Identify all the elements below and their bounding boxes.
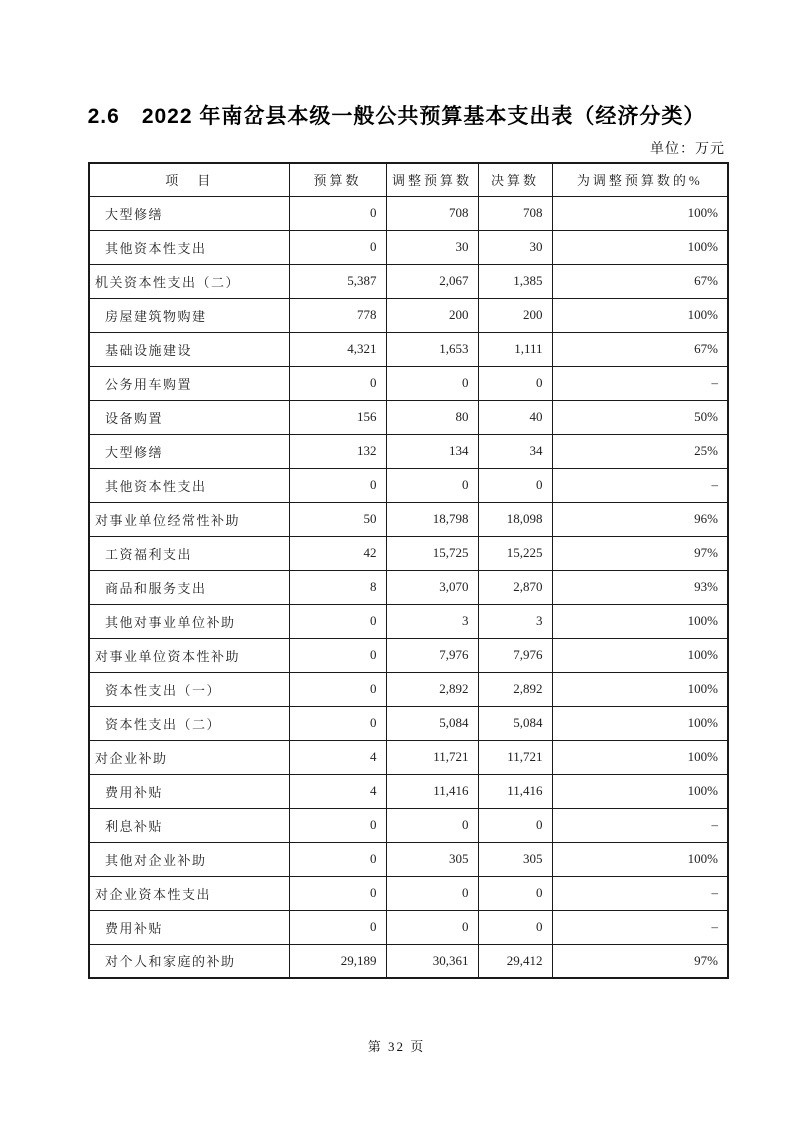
adjusted-budget-cell: 11,416 bbox=[386, 774, 478, 808]
item-name-cell: 大型修缮 bbox=[89, 434, 289, 468]
adjusted-budget-cell: 0 bbox=[386, 910, 478, 944]
table-row bbox=[89, 332, 728, 366]
adjusted-budget-cell: 2,067 bbox=[386, 264, 478, 298]
budget-cell: 8 bbox=[289, 570, 386, 604]
table-row bbox=[89, 570, 728, 604]
final-accounts-cell: 2,870 bbox=[478, 570, 552, 604]
final-accounts-cell: 0 bbox=[478, 468, 552, 502]
item-name-cell: 其他对企业补助 bbox=[89, 842, 289, 876]
final-accounts-cell: 40 bbox=[478, 400, 552, 434]
page-title: 2.6 2022 年南岔县本级一般公共预算基本支出表（经济分类） bbox=[87, 105, 706, 128]
adjusted-budget-cell: 11,721 bbox=[386, 740, 478, 774]
table-row bbox=[89, 672, 728, 706]
item-name-cell: 其他资本性支出 bbox=[89, 230, 289, 264]
adjusted-budget-cell: 80 bbox=[386, 400, 478, 434]
adjusted-budget-cell: 18,798 bbox=[386, 502, 478, 536]
header-pct-of-adjusted: 为调整预算数的% bbox=[552, 163, 728, 196]
item-name-cell: 基础设施建设 bbox=[89, 332, 289, 366]
budget-cell: 0 bbox=[289, 366, 386, 400]
item-name-cell: 对事业单位经常性补助 bbox=[89, 502, 289, 536]
table-row bbox=[89, 434, 728, 468]
item-name-cell: 其他资本性支出 bbox=[89, 468, 289, 502]
table-row bbox=[89, 604, 728, 638]
budget-cell: 0 bbox=[289, 230, 386, 264]
adjusted-budget-cell: 0 bbox=[386, 876, 478, 910]
item-name-cell: 设备购置 bbox=[89, 400, 289, 434]
final-accounts-cell: 0 bbox=[478, 808, 552, 842]
table-row bbox=[89, 706, 728, 740]
final-accounts-cell: 0 bbox=[478, 366, 552, 400]
pct-cell: 96% bbox=[552, 502, 728, 536]
adjusted-budget-cell: 0 bbox=[386, 366, 478, 400]
budget-cell: 0 bbox=[289, 808, 386, 842]
pct-cell: – bbox=[552, 468, 728, 502]
budget-cell: 778 bbox=[289, 298, 386, 332]
final-accounts-cell: 15,225 bbox=[478, 536, 552, 570]
item-name-cell: 费用补贴 bbox=[89, 910, 289, 944]
table-row bbox=[89, 196, 728, 230]
pct-cell: – bbox=[552, 808, 728, 842]
header-final-accounts: 决算数 bbox=[478, 163, 552, 196]
table-area bbox=[88, 138, 727, 979]
table-row bbox=[89, 944, 728, 978]
final-accounts-cell: 2,892 bbox=[478, 672, 552, 706]
table-row bbox=[89, 502, 728, 536]
item-name-cell: 对事业单位资本性补助 bbox=[89, 638, 289, 672]
item-name-cell: 利息补贴 bbox=[89, 808, 289, 842]
pct-cell: 67% bbox=[552, 264, 728, 298]
item-name-cell: 对企业补助 bbox=[89, 740, 289, 774]
pct-cell: – bbox=[552, 366, 728, 400]
adjusted-budget-cell: 134 bbox=[386, 434, 478, 468]
item-name-cell: 资本性支出（一） bbox=[89, 672, 289, 706]
final-accounts-cell: 29,412 bbox=[478, 944, 552, 978]
budget-cell: 0 bbox=[289, 604, 386, 638]
adjusted-budget-cell: 30 bbox=[386, 230, 478, 264]
item-name-cell: 大型修缮 bbox=[89, 196, 289, 230]
table-row bbox=[89, 536, 728, 570]
final-accounts-cell: 708 bbox=[478, 196, 552, 230]
adjusted-budget-cell: 1,653 bbox=[386, 332, 478, 366]
budget-cell: 29,189 bbox=[289, 944, 386, 978]
budget-table bbox=[88, 162, 729, 979]
adjusted-budget-cell: 305 bbox=[386, 842, 478, 876]
table-row bbox=[89, 876, 728, 910]
table-row bbox=[89, 298, 728, 332]
item-name-cell: 对个人和家庭的补助 bbox=[89, 944, 289, 978]
header-adjusted-budget: 调整预算数 bbox=[386, 163, 478, 196]
adjusted-budget-cell: 3 bbox=[386, 604, 478, 638]
table-row bbox=[89, 808, 728, 842]
pct-cell: – bbox=[552, 910, 728, 944]
item-name-cell: 房屋建筑物购建 bbox=[89, 298, 289, 332]
budget-cell: 5,387 bbox=[289, 264, 386, 298]
item-name-cell: 资本性支出（二） bbox=[89, 706, 289, 740]
budget-cell: 4 bbox=[289, 740, 386, 774]
table-row bbox=[89, 910, 728, 944]
item-name-cell: 机关资本性支出（二） bbox=[89, 264, 289, 298]
adjusted-budget-cell: 5,084 bbox=[386, 706, 478, 740]
table-body bbox=[89, 196, 728, 978]
budget-cell: 0 bbox=[289, 672, 386, 706]
pct-cell: 100% bbox=[552, 740, 728, 774]
budget-cell: 0 bbox=[289, 706, 386, 740]
budget-cell: 156 bbox=[289, 400, 386, 434]
budget-cell: 0 bbox=[289, 196, 386, 230]
final-accounts-cell: 0 bbox=[478, 876, 552, 910]
budget-cell: 0 bbox=[289, 910, 386, 944]
budget-cell: 4 bbox=[289, 774, 386, 808]
table-row bbox=[89, 740, 728, 774]
table-row bbox=[89, 638, 728, 672]
budget-cell: 0 bbox=[289, 638, 386, 672]
final-accounts-cell: 200 bbox=[478, 298, 552, 332]
page-number: 第 32 页 bbox=[367, 1039, 426, 1054]
adjusted-budget-cell: 708 bbox=[386, 196, 478, 230]
item-name-cell: 费用补贴 bbox=[89, 774, 289, 808]
pct-cell: 93% bbox=[552, 570, 728, 604]
adjusted-budget-cell: 0 bbox=[386, 468, 478, 502]
final-accounts-cell: 11,416 bbox=[478, 774, 552, 808]
item-name-cell: 其他对事业单位补助 bbox=[89, 604, 289, 638]
final-accounts-cell: 1,385 bbox=[478, 264, 552, 298]
pct-cell: 50% bbox=[552, 400, 728, 434]
budget-cell: 0 bbox=[289, 468, 386, 502]
final-accounts-cell: 11,721 bbox=[478, 740, 552, 774]
final-accounts-cell: 305 bbox=[478, 842, 552, 876]
item-name-cell: 商品和服务支出 bbox=[89, 570, 289, 604]
pct-cell: 100% bbox=[552, 672, 728, 706]
budget-cell: 0 bbox=[289, 842, 386, 876]
header-budget: 预算数 bbox=[289, 163, 386, 196]
pct-cell: 100% bbox=[552, 604, 728, 638]
final-accounts-cell: 0 bbox=[478, 910, 552, 944]
table-row bbox=[89, 774, 728, 808]
pct-cell: – bbox=[552, 876, 728, 910]
adjusted-budget-cell: 30,361 bbox=[386, 944, 478, 978]
final-accounts-cell: 1,111 bbox=[478, 332, 552, 366]
pct-cell: 97% bbox=[552, 944, 728, 978]
budget-cell: 132 bbox=[289, 434, 386, 468]
final-accounts-cell: 18,098 bbox=[478, 502, 552, 536]
item-name-cell: 工资福利支出 bbox=[89, 536, 289, 570]
table-row bbox=[89, 230, 728, 264]
budget-cell: 0 bbox=[289, 876, 386, 910]
adjusted-budget-cell: 2,892 bbox=[386, 672, 478, 706]
table-row bbox=[89, 400, 728, 434]
pct-cell: 100% bbox=[552, 638, 728, 672]
table-header-row bbox=[89, 163, 728, 196]
adjusted-budget-cell: 3,070 bbox=[386, 570, 478, 604]
final-accounts-cell: 3 bbox=[478, 604, 552, 638]
pct-cell: 100% bbox=[552, 196, 728, 230]
budget-cell: 42 bbox=[289, 536, 386, 570]
adjusted-budget-cell: 7,976 bbox=[386, 638, 478, 672]
pct-cell: 100% bbox=[552, 706, 728, 740]
pct-cell: 100% bbox=[552, 298, 728, 332]
final-accounts-cell: 30 bbox=[478, 230, 552, 264]
table-row bbox=[89, 366, 728, 400]
final-accounts-cell: 34 bbox=[478, 434, 552, 468]
pct-cell: 100% bbox=[552, 230, 728, 264]
final-accounts-cell: 7,976 bbox=[478, 638, 552, 672]
table-row bbox=[89, 264, 728, 298]
table-row bbox=[89, 842, 728, 876]
budget-cell: 50 bbox=[289, 502, 386, 536]
header-item: 项 目 bbox=[89, 163, 289, 196]
final-accounts-cell: 5,084 bbox=[478, 706, 552, 740]
item-name-cell: 对企业资本性支出 bbox=[89, 876, 289, 910]
item-name-cell: 公务用车购置 bbox=[89, 366, 289, 400]
pct-cell: 25% bbox=[552, 434, 728, 468]
pct-cell: 100% bbox=[552, 842, 728, 876]
pct-cell: 67% bbox=[552, 332, 728, 366]
unit-label: 单位：万元 bbox=[650, 142, 725, 157]
budget-cell: 4,321 bbox=[289, 332, 386, 366]
pct-cell: 100% bbox=[552, 774, 728, 808]
adjusted-budget-cell: 0 bbox=[386, 808, 478, 842]
pct-cell: 97% bbox=[552, 536, 728, 570]
table-row bbox=[89, 468, 728, 502]
adjusted-budget-cell: 15,725 bbox=[386, 536, 478, 570]
adjusted-budget-cell: 200 bbox=[386, 298, 478, 332]
